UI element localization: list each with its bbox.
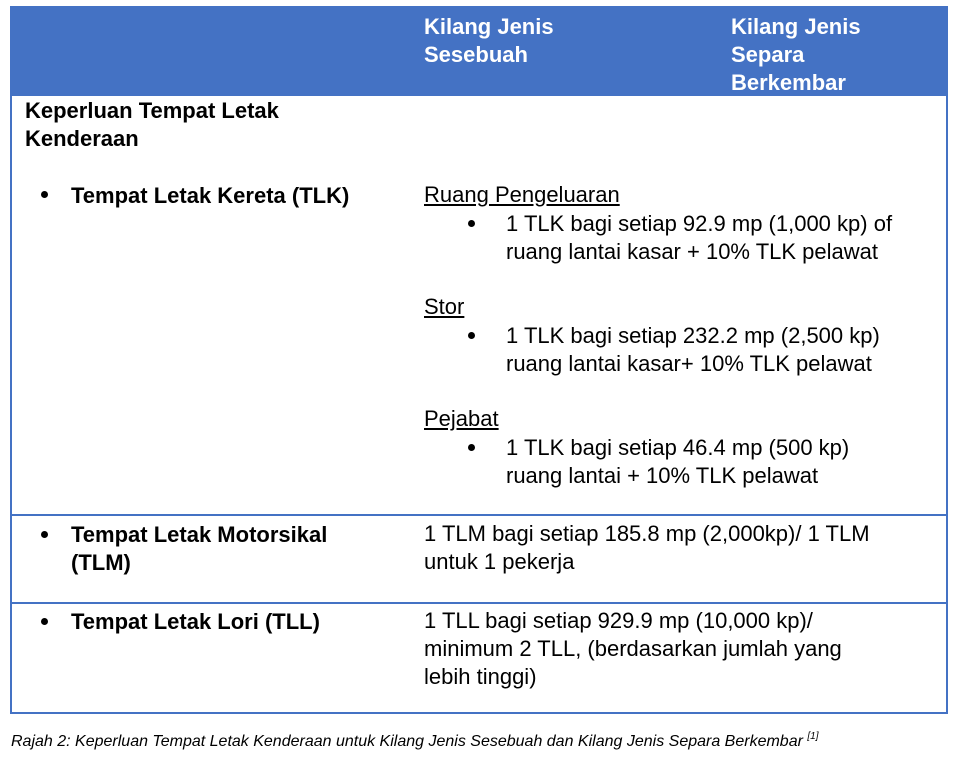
row-label-tll: Tempat Letak Lori (TLL) xyxy=(71,609,320,634)
text-line: 1 TLK bagi setiap 46.4 mp (500 kp) xyxy=(506,435,850,460)
group-text xyxy=(506,322,880,378)
text-line: ruang lantai kasar + 10% TLK pelawat xyxy=(506,239,878,264)
row-text-tlm xyxy=(424,520,870,576)
group-text xyxy=(506,434,849,490)
header-line: Kilang Jenis xyxy=(424,14,554,39)
bullet-icon xyxy=(41,531,48,538)
text-line: ruang lantai kasar+ 10% TLK pelawat xyxy=(506,351,872,376)
bullet-icon xyxy=(468,332,475,339)
section-title-line: Keperluan Tempat Letak xyxy=(25,98,279,123)
header-line: Separa xyxy=(731,42,805,67)
label-line: Tempat Letak Motorsikal xyxy=(71,522,328,547)
header-line: Sesebuah xyxy=(424,42,528,67)
row-divider xyxy=(12,514,946,516)
bullet-icon xyxy=(468,444,475,451)
bullet-icon xyxy=(468,220,475,227)
text-line: 1 TLM bagi setiap 185.8 mp (2,000kp)/ 1 TLM xyxy=(424,521,870,546)
label-line: (TLM) xyxy=(71,550,131,575)
group-heading-ruang-pengeluaran: Ruang Pengeluaran xyxy=(424,182,620,207)
bullet-icon xyxy=(41,191,48,198)
header-kilang-separa-berkembar xyxy=(731,13,861,97)
text-line: 1 TLK bagi setiap 92.9 mp (1,000 kp) of xyxy=(506,211,893,236)
row-label-tlm xyxy=(71,521,327,577)
section-title-line: Kenderaan xyxy=(25,126,139,151)
section-title xyxy=(25,97,279,153)
header-line: Berkembar xyxy=(731,70,846,95)
group-heading-stor: Stor xyxy=(424,294,465,319)
row-label-tlk: Tempat Letak Kereta (TLK) xyxy=(71,183,350,208)
text-line: 1 TLK bagi setiap 232.2 mp (2,500 kp) xyxy=(506,323,880,348)
group-text xyxy=(506,210,892,266)
text-line: untuk 1 pekerja xyxy=(424,549,575,574)
row-divider xyxy=(12,602,946,604)
text-line: 1 TLL bagi setiap 929.9 mp (10,000 kp)/ xyxy=(424,608,813,633)
group-heading-pejabat: Pejabat xyxy=(424,406,499,431)
bullet-icon xyxy=(41,618,48,625)
figure-caption xyxy=(11,731,819,751)
text-line: minimum 2 TLL, (berdasarkan jumlah yang xyxy=(424,636,842,661)
header-kilang-sesebuah xyxy=(424,13,554,69)
text-line: lebih tinggi) xyxy=(424,664,537,689)
text-line: ruang lantai + 10% TLK pelawat xyxy=(506,463,819,488)
row-text-tll xyxy=(424,607,842,691)
parking-requirements-table xyxy=(10,6,948,714)
caption-reference: [1] xyxy=(807,731,819,742)
header-line: Kilang Jenis xyxy=(731,14,861,39)
table-header xyxy=(12,8,946,96)
caption-text: Rajah 2: Keperluan Tempat Letak Kenderaan untuk Kilang Jenis Sesebuah dan Kilang Jenis Separa Berkembar xyxy=(11,733,803,750)
